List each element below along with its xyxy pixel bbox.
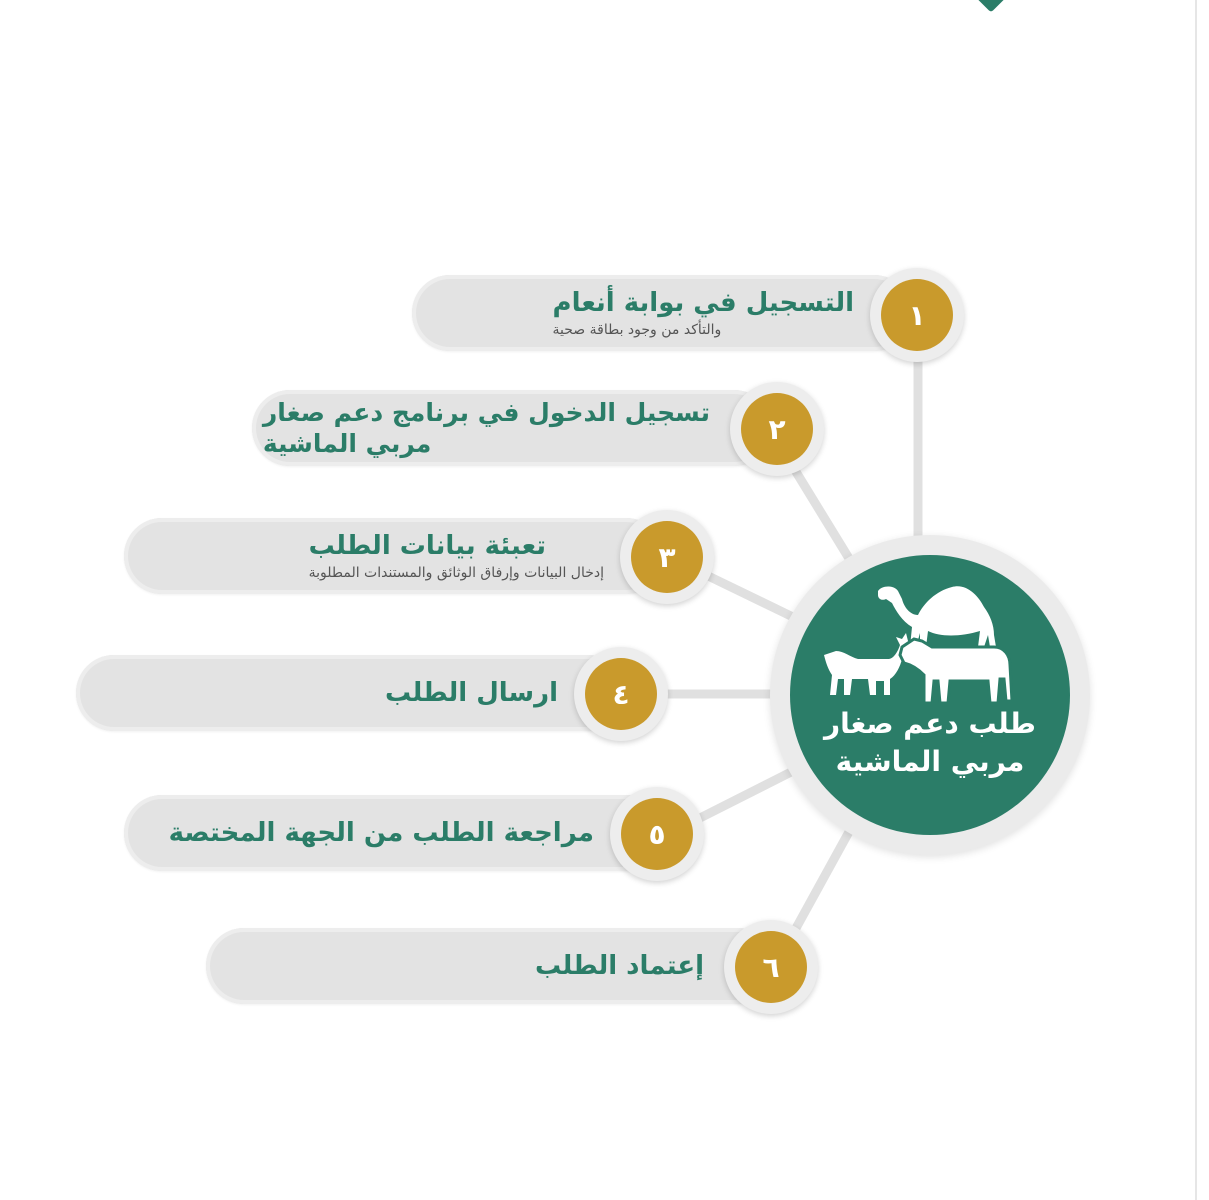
connector-6 (795, 830, 850, 930)
step-4-number: ٤ (585, 658, 657, 730)
step-3-badge (620, 510, 714, 604)
step-2-title: تسجيل الدخول في برنامج دعم صغار (262, 397, 710, 427)
step-1-number: ١ (881, 279, 953, 351)
cow-icon (900, 639, 1012, 703)
hub-title-line2: مربي الماشية (835, 744, 1025, 778)
step-2-badge (730, 382, 824, 476)
goat-icon (824, 633, 912, 695)
step-2-pill (252, 390, 772, 466)
hub-circle (790, 555, 1070, 835)
step-6-title: إعتماد الطلب (534, 950, 704, 981)
step-5-number: ٥ (621, 798, 693, 870)
connector-3 (700, 572, 795, 618)
camel-icon (878, 586, 996, 647)
step-1-subtitle: والتأكد من وجود بطاقة صحية (552, 322, 722, 339)
step-1-badge (870, 268, 964, 362)
step-3-title: تعبئة بيانات الطلب (308, 530, 547, 561)
step-3-number: ٣ (631, 521, 703, 593)
step-4-badge (574, 647, 668, 741)
step-4-pill (76, 655, 626, 731)
step-2-title-line2: مربي الماشية (262, 429, 432, 458)
hub-title-line1: طلب دعم صغار (824, 707, 1036, 740)
step-6-number: ٦ (735, 931, 807, 1003)
step-6-badge (724, 920, 818, 1014)
step-3-subtitle: إدخال البيانات وإرفاق الوثائق والمستندات المطلوبة (308, 565, 604, 582)
livestock-illustration (790, 555, 1070, 835)
step-5-pill (124, 795, 664, 871)
step-1-title: التسجيل في بوابة أنعام (552, 287, 854, 318)
hub-title (790, 705, 1070, 781)
step-5-badge (610, 787, 704, 881)
connector-2 (790, 462, 850, 560)
step-5-title: مراجعة الطلب من الجهة المختصة (168, 817, 594, 848)
step-4-title: ارسال الطلب (385, 677, 558, 708)
connector-5 (700, 770, 795, 818)
step-1-pill (412, 275, 912, 351)
step-3-pill (124, 518, 664, 594)
step-6-pill (206, 928, 776, 1004)
step-2-number: ٢ (741, 393, 813, 465)
